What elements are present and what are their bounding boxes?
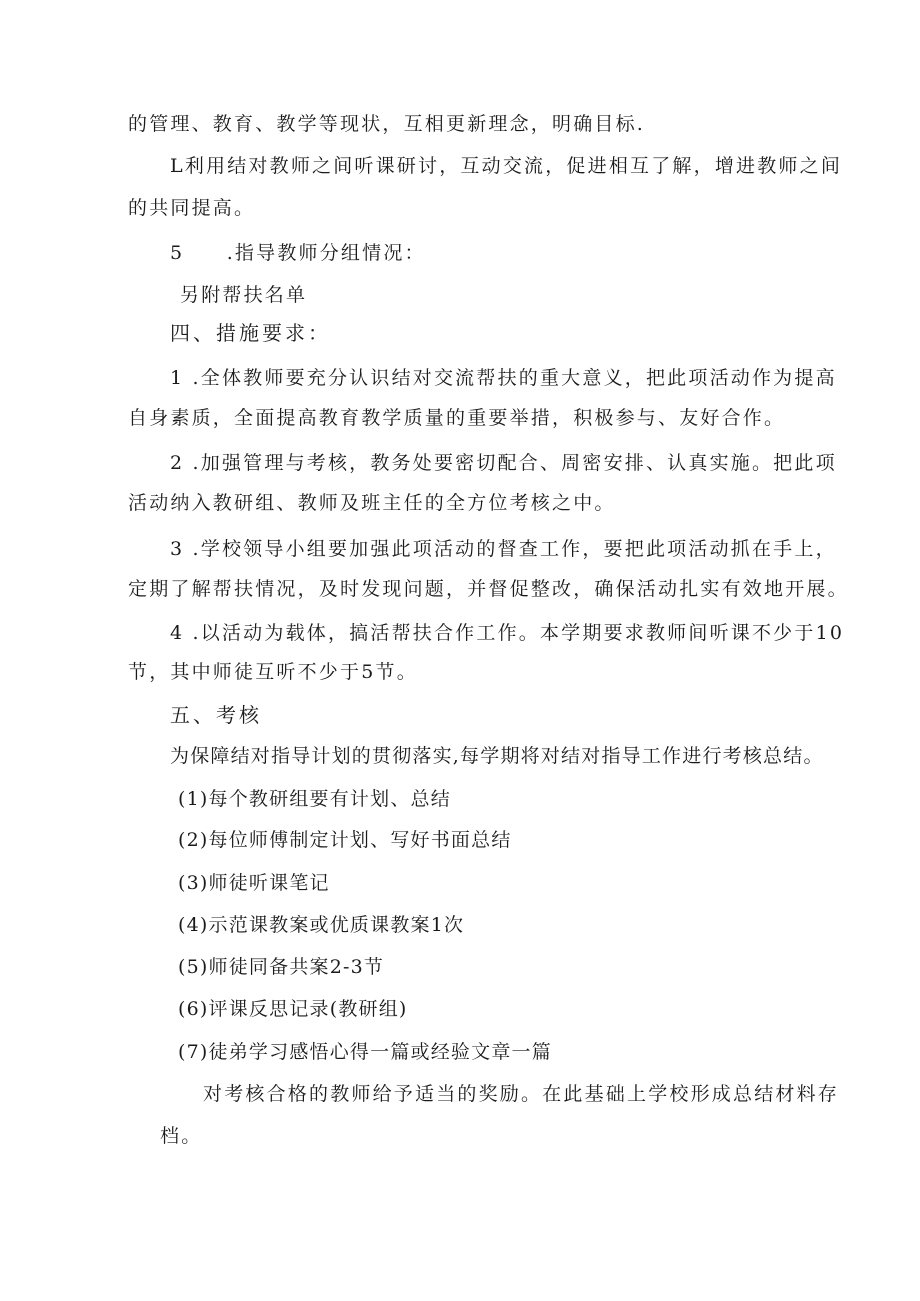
text-line: 3 .学校领导小组要加强此项活动的督查工作，要把此项活动抓在手上， <box>170 538 837 560</box>
list-item: (3)师徒听课笔记 <box>178 872 330 894</box>
list-item: (5)师徒同备共案2-3节 <box>178 956 385 978</box>
text-line: 5 .指导教师分组情况： <box>170 242 426 264</box>
text-line: 的管理、教育、教学等现状，互相更新理念，明确目标. <box>128 113 646 135</box>
list-item: (2)每位师傅制定计划、写好书面总结 <box>178 829 512 851</box>
list-item: (6)评课反思记录(教研组) <box>178 998 408 1020</box>
text-line: 1 .全体教师要充分认识结对交流帮扶的重大意义，把此项活动作为提高 <box>170 367 837 389</box>
text-line: 4 .以活动为载体，搞活帮扶合作工作。本学期要求教师间听课不少于10 <box>170 622 845 644</box>
section-heading: 五、考核 <box>170 703 262 727</box>
text-line: 2 .加强管理与考核，教务处要密切配合、周密安排、认真实施。把此项 <box>170 452 837 474</box>
text-line: 的共同提高。 <box>128 197 256 219</box>
text-line: 为保障结对指导计划的贯彻落实,每学期将对结对指导工作进行考核总结。 <box>170 745 824 767</box>
list-item: (1)每个教研组要有计划、总结 <box>178 788 451 810</box>
text-line: 活动纳入教研组、教师及班主任的全方位考核之中。 <box>128 492 616 514</box>
text-line: L利用结对教师之间听课研讨，互动交流，促进相互了解，增进教师之间 <box>170 155 843 177</box>
text-line: 对考核合格的教师给予适当的奖励。在此基础上学校形成总结材料存 <box>203 1083 840 1105</box>
text-line: 节，其中师徒互听不少于5节。 <box>128 661 418 683</box>
text-line: 定期了解帮扶情况，及时发现问题，并督促整改，确保活动扎实有效地开展。 <box>128 578 849 600</box>
list-item: (4)示范课教案或优质课教案1次 <box>178 914 465 936</box>
list-item: (7)徒弟学习感悟心得一篇或经验文章一篇 <box>178 1041 552 1063</box>
text-line: 自身素质，全面提高教育教学质量的重要举措，积极参与、友好合作。 <box>128 407 786 429</box>
text-line: 档。 <box>160 1125 203 1147</box>
section-heading: 四、措施要求： <box>170 321 331 345</box>
text-line: 另附帮扶名单 <box>180 284 308 306</box>
